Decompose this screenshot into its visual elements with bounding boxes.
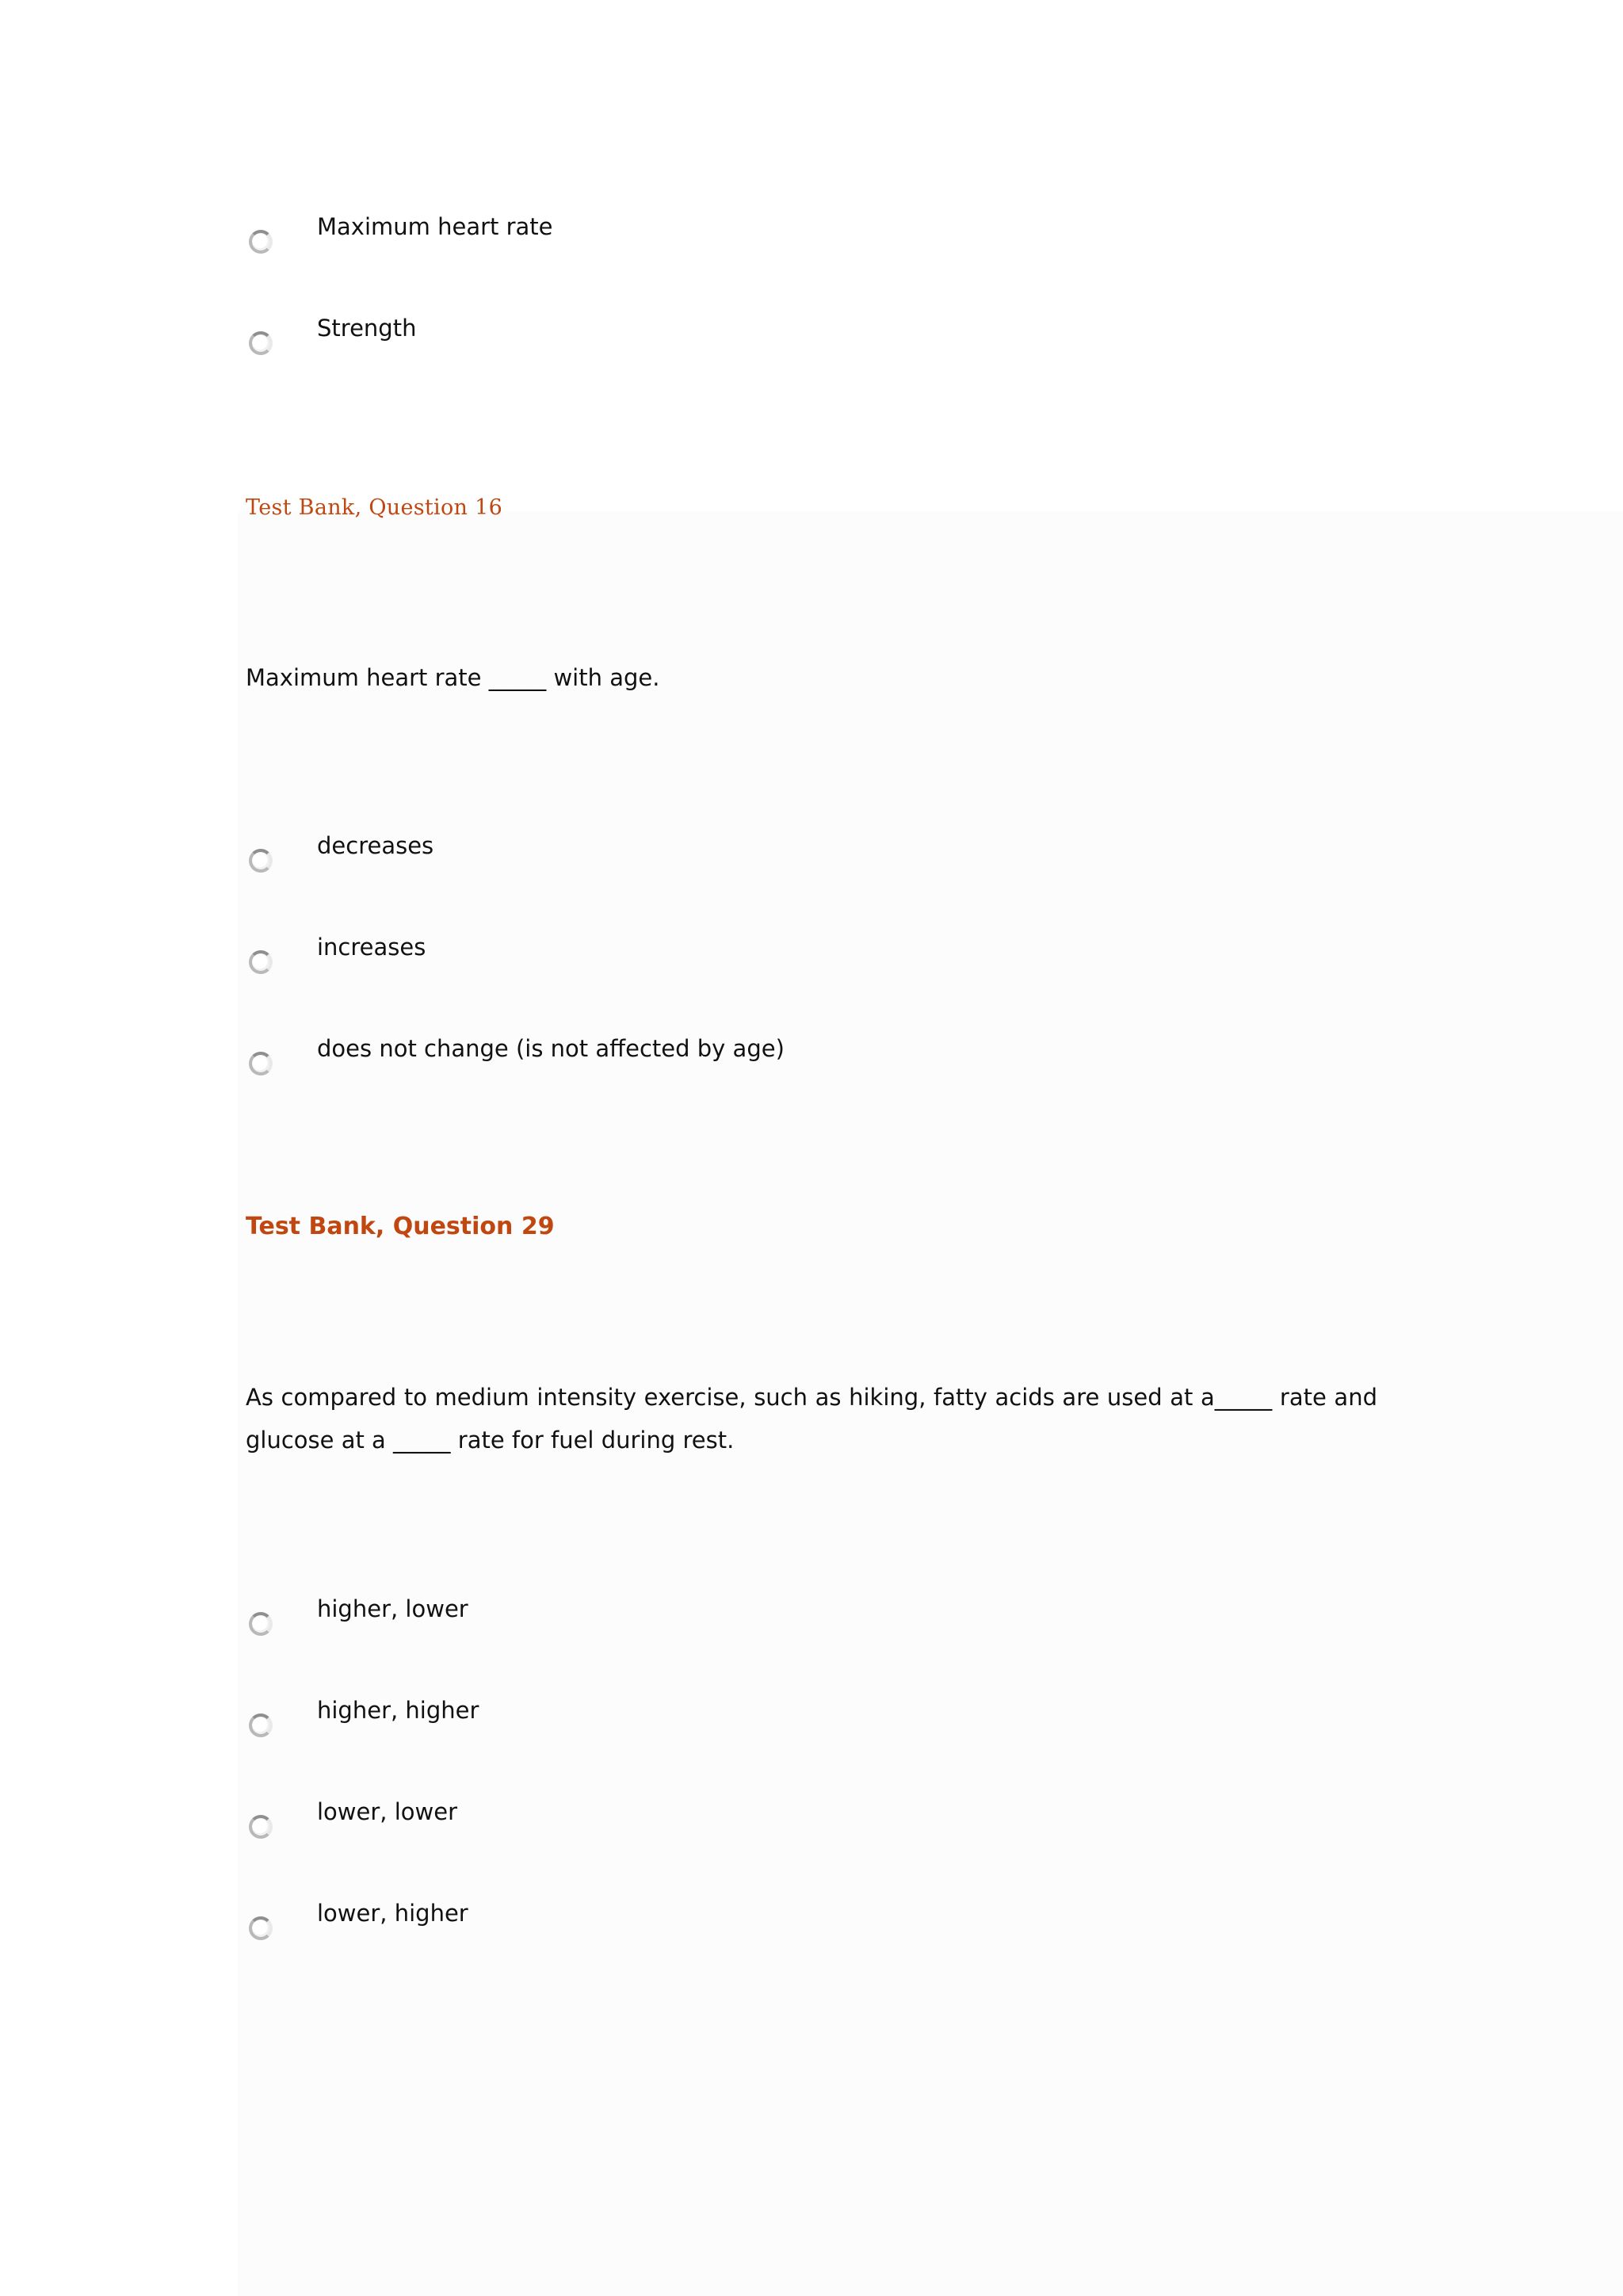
option-label: increases [317, 934, 426, 961]
option-lower-lower[interactable] [246, 1797, 1434, 1845]
radio-button-icon[interactable] [249, 1916, 273, 1940]
radio-button-icon[interactable] [249, 1052, 273, 1075]
option-does-not-change[interactable] [246, 1034, 1434, 1082]
question-29-header: Test Bank, Question 29 [246, 1213, 555, 1240]
option-label: higher, lower [317, 1595, 468, 1622]
radio-button-icon[interactable] [249, 331, 273, 355]
option-strength[interactable] [246, 314, 1434, 361]
option-higher-higher[interactable] [246, 1696, 1434, 1744]
option-decreases[interactable] [246, 831, 1434, 879]
radio-button-icon[interactable] [249, 230, 273, 254]
option-label: Strength [317, 315, 417, 342]
radio-button-icon[interactable] [249, 950, 273, 974]
option-lower-higher[interactable] [246, 1899, 1434, 1946]
option-label: decreases [317, 832, 434, 859]
question-16-header: Test Bank, Question 16 [246, 495, 503, 520]
option-label: lower, lower [317, 1798, 458, 1825]
option-label: Maximum heart rate [317, 213, 553, 240]
question-29-text: As compared to medium intensity exercise, such as hiking, fatty acids are used at a_____ rate and glucose at a _____ rate for fuel during rest. [246, 1384, 1377, 1454]
radio-button-icon[interactable] [249, 849, 273, 873]
option-maximum-heart-rate[interactable] [246, 212, 1434, 260]
option-label: higher, higher [317, 1697, 479, 1724]
radio-button-icon[interactable] [249, 1713, 273, 1737]
option-label: lower, higher [317, 1900, 468, 1927]
option-higher-lower[interactable] [246, 1595, 1434, 1642]
radio-button-icon[interactable] [249, 1612, 273, 1636]
question-16-text: Maximum heart rate _____ with age. [246, 664, 660, 691]
radio-button-icon[interactable] [249, 1815, 273, 1839]
option-increases[interactable] [246, 933, 1434, 980]
option-label: does not change (is not affected by age) [317, 1035, 785, 1062]
